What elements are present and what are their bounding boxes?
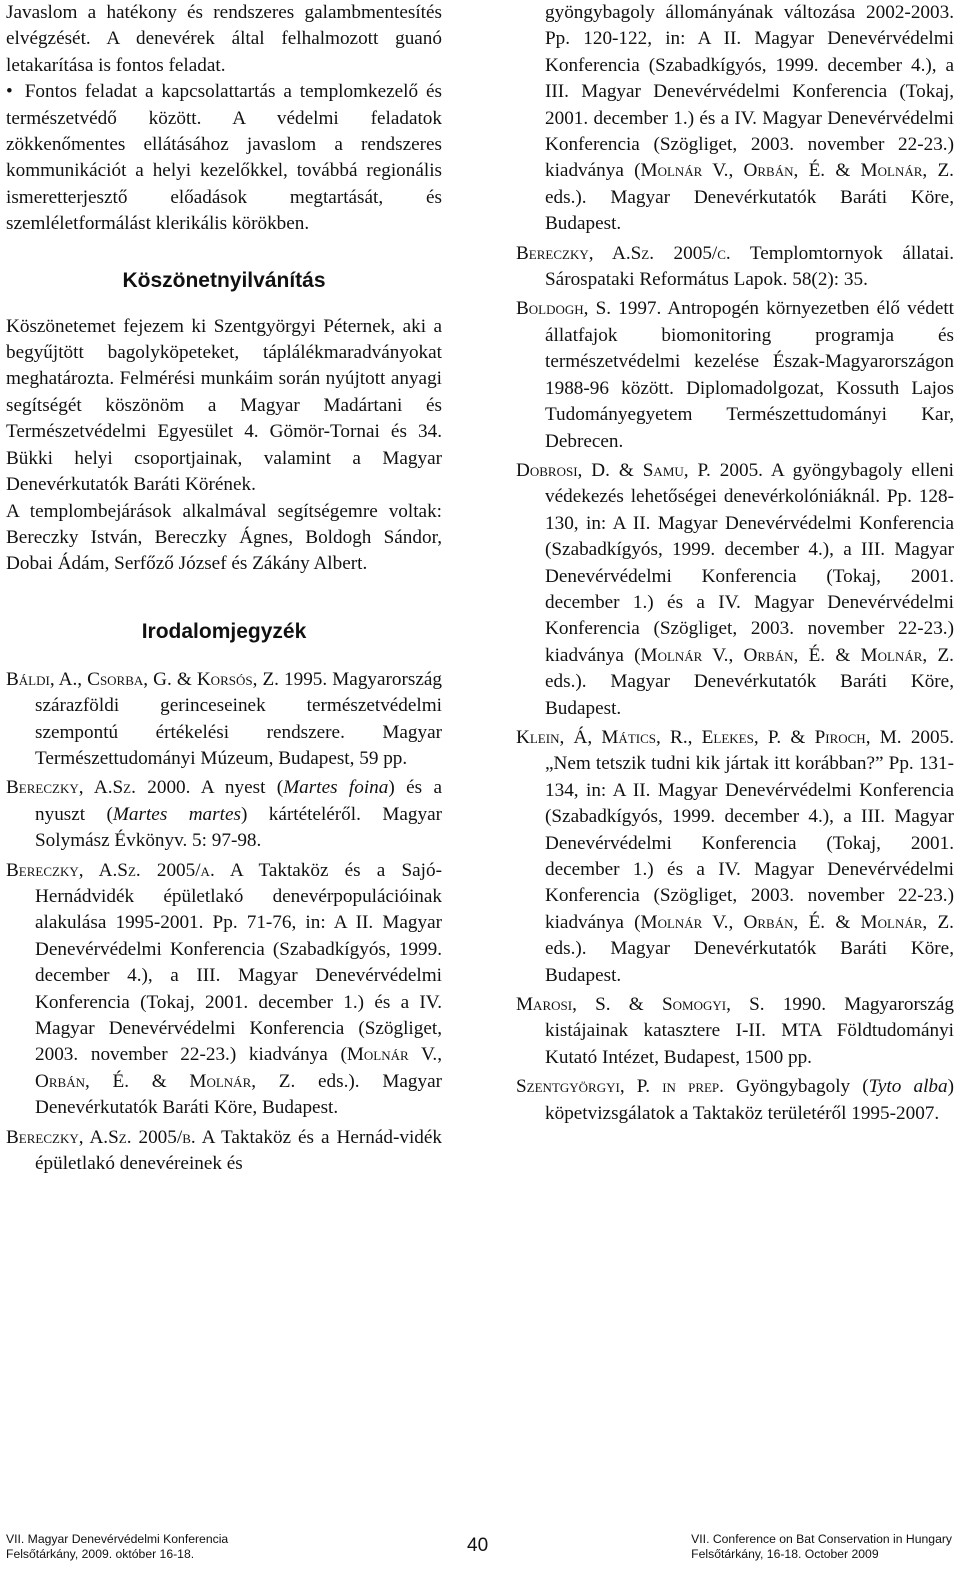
footer-date-en: Felsőtárkány, 16-18. October 2009	[691, 1547, 879, 1561]
reference-authors: Báldi, A., Csorba, G. & Korsós, Z. 1995.	[6, 668, 328, 690]
page-number: 40	[467, 1535, 489, 1556]
reference-text: ) köpetvizsgálatok a Taktaköz területéről 1995-2007.	[545, 1076, 954, 1124]
footer-conference-hu: VII. Magyar Denevérvédelmi Konferencia	[6, 1532, 229, 1546]
reference-text: eds.). Magyar Denevérkutatók Baráti Köre, Budapest.	[545, 938, 954, 986]
bullet-paragraph	[6, 79, 442, 237]
reference-continuation	[516, 0, 954, 238]
right-column	[516, 0, 954, 1127]
reference-entry	[6, 1125, 442, 1178]
reference-editors: Molnár V., Orbán, É. & Molnár, Z.	[640, 160, 954, 182]
reference-entry	[516, 296, 954, 454]
reference-text: eds.). Magyar Denevérkutatók Baráti Köre, Budapest.	[545, 671, 954, 719]
ack-paragraph-2: A templombejárások alkalmával segítségemre voltak: Bereczky István, Bereczky Ágnes, Boldogh Sándor, Dobai Ádám, Serfőző József és Zákány Albert.	[6, 500, 442, 575]
reference-text: ) és a nyuszt (	[35, 777, 442, 825]
reference-text: A Taktaköz és a Sajó-Hernádvidék épületlakó denevérpopulációinak alakulása 1995-2001. Pp. 71-76, in: A II. Magyar Denevérvédelmi Konferencia (Szabadkígyós, 1999. december 4.), a III. Magyar Denevérvédelmi Konferencia (Tokaj, 2001. december 1.) és a IV. Magyar Denevérvédelmi Konferencia (Szögliget, 2003. november 22-23.) kiadványa (	[35, 859, 442, 1066]
reference-entry	[6, 775, 442, 854]
footer-right	[691, 1532, 952, 1562]
reference-text: Magyarország szárazföldi gerinceseinek természetvédelmi szempontú értékelési rendszere. Magyar Természettudományi Múzeum, Budapest, 59 pp.	[35, 668, 442, 769]
heading-acknowledgements: Köszönetnyilvánítás	[122, 268, 326, 292]
reference-text: A Taktaköz és a Hernád-vidék épületlakó denevéreinek és	[35, 1126, 442, 1175]
reference-entry	[516, 1074, 954, 1127]
bullet-mark: •	[6, 81, 13, 103]
footer-date-hu: Felsőtárkány, 2009. október 16-18.	[6, 1547, 195, 1561]
left-column	[6, 0, 442, 1177]
paragraph-recommendation: Javaslom a hatékony és rendszeres galambmentesítés elvégzését. A denevérek által felhalmozott guanó letakarítása is fontos feladat.	[6, 2, 442, 76]
reference-text: „Nem tetszik tudni kik jártak itt korábban?” Pp. 131-134, in: A II. Magyar Denevérvédelmi Konferencia (Szabadkígyós, 1999. december 4.), a III. Magyar Denevérvédelmi Konferencia (Tokaj, 2001. december 1.) és a IV. Magyar Denevérvédelmi Konferencia (Szögliget, 2003. november 22-23.) kiadványa (	[545, 753, 954, 933]
reference-authors: Boldogh, S. 1997.	[516, 298, 662, 320]
ack-paragraph-1: Köszönetemet fejezem ki Szentgyörgyi Péternek, aki a begyűjtött bagolyköpeteket, táplálékmaradványokat meghatározta. Felmérési munkáim során nyújtott anyagi segítségét köszönöm a Magyar Madártani és Természetvédelmi Egyesület 4. Gömör-Tornai és 34. Bükki helyi csoportjainak, valamint a Magyar Denevérkutatók Baráti Körének.	[6, 315, 442, 496]
reference-authors: Klein, Á, Mátics, R., Elekes, P. & Piroch, M. 2005.	[516, 726, 954, 748]
reference-entry	[6, 858, 442, 1122]
reference-authors: Marosi, S. & Somogyi, S. 1990.	[516, 994, 827, 1016]
reference-entry	[516, 241, 954, 294]
reference-text: eds.). Magyar Denevérkutatók Baráti Köre, Budapest.	[35, 1070, 442, 1119]
reference-text: A gyöngybagoly elleni védekezés lehetőségei denevérkolóniáknál. Pp. 128-130, in: A II. Magyar Denevérvédelmi Konferencia (Szabadkígyós, 1999. december 4.), a III. Magyar Denevérvédelmi Konferencia (Tokaj, 2001. december 1.) és a IV. Magyar Denevérvédelmi Konferencia (Szögliget, 2003. november 22-23.) kiadványa (	[545, 459, 954, 666]
reference-editors: Molnár V., Orbán, É. & Molnár, Z.	[640, 911, 954, 933]
species-name: Martes foina	[283, 777, 389, 799]
reference-authors: Bereczky, A.Sz. 2005/c.	[516, 242, 731, 264]
heading-references: Irodalomjegyzék	[141, 619, 307, 643]
footer-left	[6, 1532, 228, 1562]
reference-text: Antropogén környezetben élő védett állatfajok biomonitoring programja és természetvédelmi kezelése Észak-Magyarországon 1988-96 között. Diplomadolgozat, Kossuth Lajos Tudományegyetem Természettudományi Kar, Debrecen.	[545, 298, 954, 452]
reference-text: gyöngybagoly állományának változása 2002-2003. Pp. 120-122, in: A II. Magyar Denevérvédelmi Konferencia (Szabadkígyós, 1999. december 4.), a III. Magyar Denevérvédelmi Konferencia (Tokaj, 2001. december 1.) és a IV. Magyar Denevérvédelmi Konferencia (Szögliget, 2003. november 22-23.) kiadványa (	[545, 2, 954, 182]
reference-editors: Molnár V., Orbán, É. & Molnár, Z.	[640, 644, 954, 666]
reference-text: Magyarország kistájainak katasztere I-II. MTA Földtudományi Kutató Intézet, Budapest, 1500 pp.	[545, 994, 955, 1068]
reference-authors: Bereczky, A.Sz. 2000.	[6, 777, 191, 799]
reference-authors: Bereczky, A.Sz. 2005/a.	[6, 859, 215, 881]
bullet-text: Fontos feladat a kapcsolattartás a templomkezelő és természetvédő között. A védelmi feladatok zökkenőmentes ellátásához javaslom a rendszeres kommunikációt a helyi kezelőkkel, továbbá regionális ismeretterjesztő előadások megtartását, és szemléletformálást klerikális körökben.	[6, 81, 442, 235]
reference-entry	[516, 458, 954, 722]
reference-text: ) kártételéről. Magyar Solymász Évkönyv. 5: 97-98.	[35, 803, 442, 852]
footer-conference-en: VII. Conference on Bat Conservation in Hungary	[691, 1532, 952, 1546]
reference-text: Gyöngybagoly (	[736, 1076, 869, 1098]
reference-authors: Szentgyörgyi, P. in prep.	[516, 1076, 724, 1098]
reference-entry	[516, 992, 954, 1071]
reference-entry	[516, 725, 954, 989]
reference-entry	[6, 667, 442, 773]
reference-authors: Dobrosi, D. & Samu, P. 2005.	[516, 459, 763, 481]
reference-authors: Bereczky, A.Sz. 2005/b.	[6, 1126, 196, 1148]
reference-editors: Molnár V., Orbán, É. & Molnár, Z.	[35, 1044, 442, 1092]
species-name: Tyto alba	[868, 1076, 948, 1098]
reference-text: A nyest (	[200, 777, 284, 799]
species-name: Martes martes	[112, 803, 241, 825]
reference-text: Templomtornyok állatai. Sárospataki Református Lapok. 58(2): 35.	[545, 242, 954, 291]
reference-text: eds.). Magyar Denevérkutatók Baráti Köre, Budapest.	[545, 186, 954, 235]
